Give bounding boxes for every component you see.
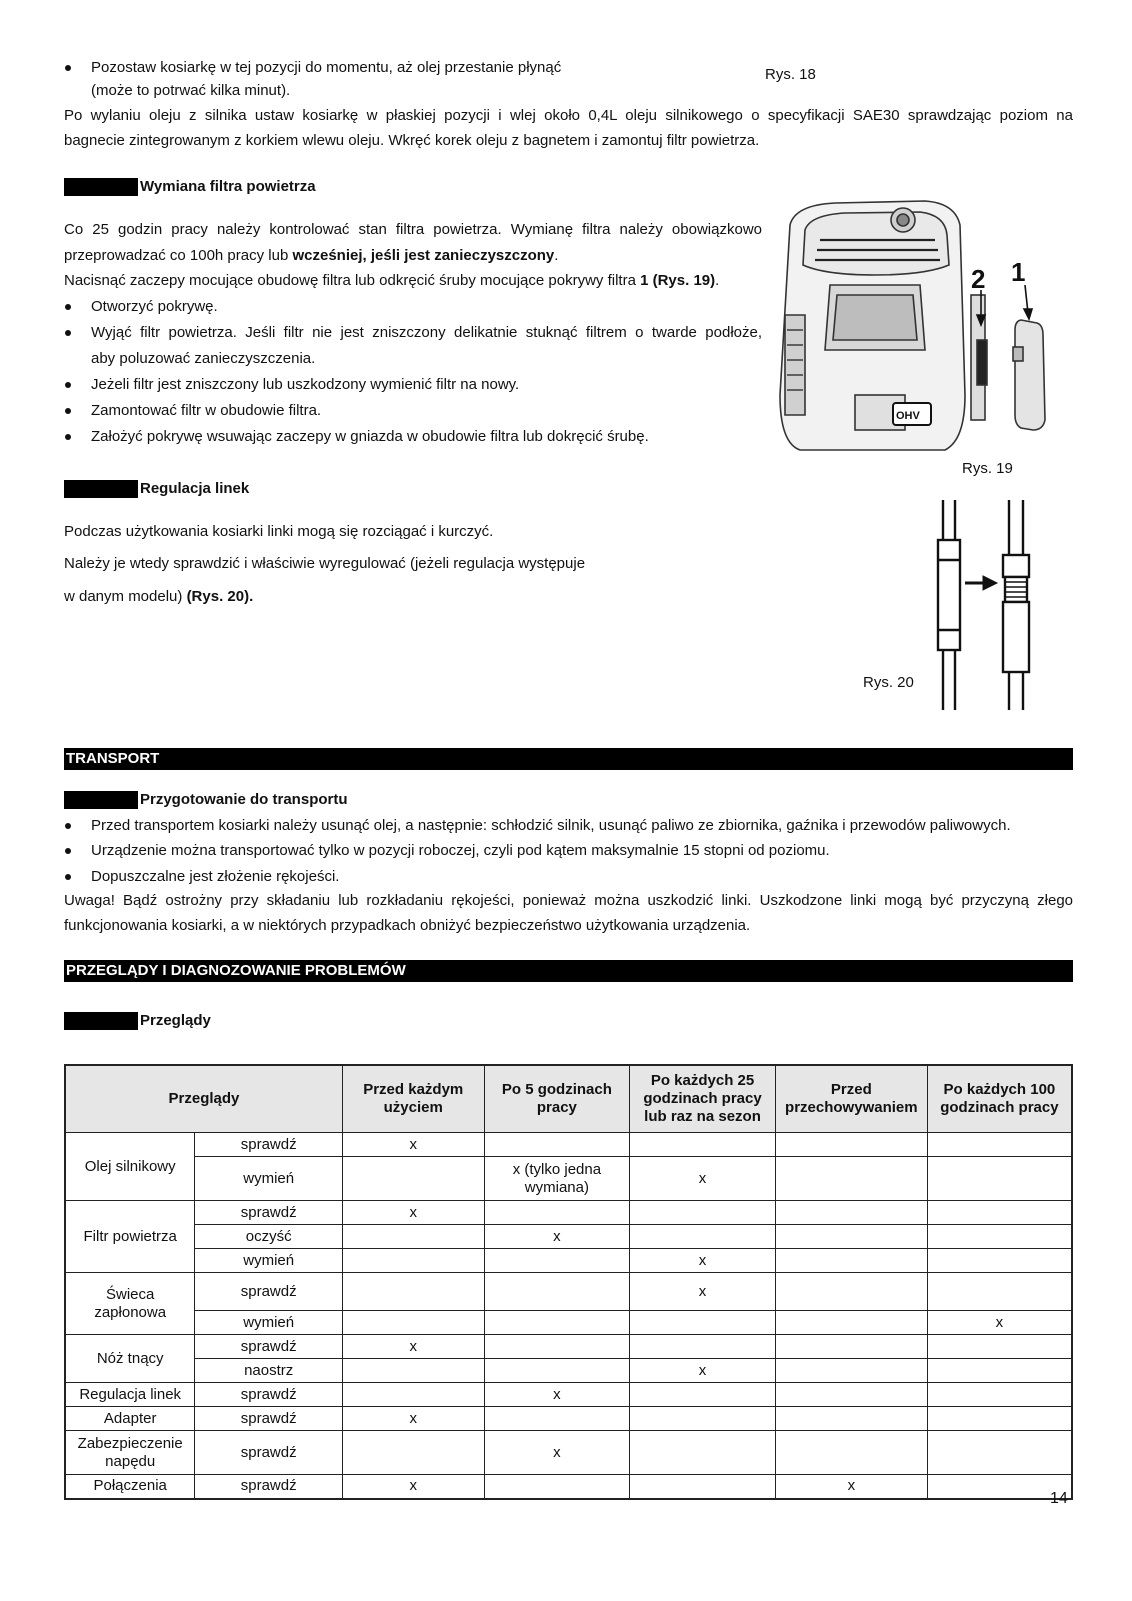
transport-heading: Przygotowanie do transportu: [140, 791, 348, 808]
air-filter-heading: Wymiana filtra powietrza: [140, 178, 316, 195]
table-cell: [775, 1157, 927, 1201]
table-cell: x: [484, 1225, 630, 1249]
bullet-dot: [64, 374, 74, 396]
table-cell: [484, 1407, 630, 1431]
table-row-group-label: Nóż tnący: [65, 1335, 195, 1383]
table-cell: [342, 1225, 484, 1249]
table-cell: [630, 1311, 776, 1335]
table-cell-action: sprawdź: [195, 1431, 343, 1475]
heading-bar: [64, 480, 138, 498]
intro-bullet-line2: (może to potrwać kilka minut).: [91, 82, 291, 99]
table-cell: [484, 1249, 630, 1273]
table-row-group-label: Połączenia: [65, 1475, 195, 1499]
table-cell: [775, 1273, 927, 1311]
table-cell: [927, 1335, 1072, 1359]
cables-line3-bold: (Rys. 20).: [186, 588, 254, 605]
table-cell: [484, 1133, 630, 1157]
table-cell: [775, 1407, 927, 1431]
table-cell: x: [630, 1157, 776, 1201]
table-row: [65, 1475, 1072, 1499]
table-cell: [775, 1225, 927, 1249]
table-cell-action: sprawdź: [195, 1475, 343, 1499]
table-cell: [342, 1383, 484, 1407]
table-row-group-label: Adapter: [65, 1407, 195, 1431]
table-row: [65, 1225, 1072, 1249]
table-cell: [630, 1383, 776, 1407]
table-cell: [775, 1249, 927, 1273]
table-cell-action: sprawdź: [195, 1273, 343, 1311]
table-cell: [630, 1335, 776, 1359]
table-cell: [484, 1201, 630, 1225]
table-cell-action: sprawdź: [195, 1133, 343, 1157]
table-cell-action: oczyść: [195, 1225, 343, 1249]
engine-illustration: [775, 195, 1075, 460]
air-filter-line2-bold: wcześniej, jeśli jest zanieczyszczony: [292, 247, 555, 264]
table-cell: [342, 1249, 484, 1273]
table-row-group-label: Regulacja linek: [65, 1383, 195, 1407]
table-row: [65, 1335, 1072, 1359]
table-row: [65, 1383, 1072, 1407]
table-cell: [484, 1359, 630, 1383]
table-cell: x: [342, 1407, 484, 1431]
table-row: [65, 1157, 1072, 1201]
table-row-group-label: Świeca zapłonowa: [65, 1273, 195, 1335]
cables-line2: Należy je wtedy sprawdzić i właściwie wyregulować (jeżeli regulacja występuje: [64, 555, 586, 572]
table-cell-action: sprawdź: [195, 1335, 343, 1359]
table-header: Przeglądy: [65, 1065, 342, 1133]
table-cell: [775, 1335, 927, 1359]
table-cell: [927, 1407, 1072, 1431]
table-cell: x: [927, 1311, 1072, 1335]
table-cell-action: sprawdź: [195, 1201, 343, 1225]
transport-note-line2: funkcjonowania kosiarki, a w niektórych przypadkach obniżyć bezpieczeństwo użytkowania urządzenia.: [64, 917, 751, 934]
table-cell: [927, 1133, 1072, 1157]
table-row: [65, 1133, 1072, 1157]
table-cell: x: [484, 1383, 630, 1407]
table-cell: [484, 1335, 630, 1359]
bullet-dot: [64, 400, 74, 422]
table-cell: [342, 1273, 484, 1311]
air-filter-line2: [64, 245, 558, 267]
air-filter-line2-end: .: [554, 247, 559, 264]
air-filter-bullet: Otworzyć pokrywę.: [91, 298, 218, 315]
table-row-group-label: Olej silnikowy: [65, 1133, 195, 1201]
table-row: [65, 1311, 1072, 1335]
bullet-dot: [64, 322, 74, 344]
table-cell: [630, 1225, 776, 1249]
table-cell: x: [342, 1201, 484, 1225]
table-cell: [630, 1407, 776, 1431]
intro-bullet-line1: Pozostaw kosiarkę w tej pozycji do momentu, aż olej przestanie płynąć: [91, 59, 562, 76]
page-number: 14: [1050, 1490, 1068, 1507]
air-filter-line3-end: .: [715, 272, 720, 289]
heading-bar: [64, 791, 138, 809]
bullet-dot: [64, 815, 74, 837]
table-cell: [342, 1431, 484, 1475]
table-cell: x: [630, 1249, 776, 1273]
bullet-dot: [64, 866, 74, 888]
heading-bar: [64, 1012, 138, 1030]
table-cell: [630, 1201, 776, 1225]
cables-heading: Regulacja linek: [140, 480, 250, 497]
table-header-row: [65, 1065, 1072, 1133]
table-cell: [775, 1431, 927, 1475]
table-cell-action: sprawdź: [195, 1407, 343, 1431]
air-filter-line3: [64, 270, 719, 292]
table-header: Po każdych 100 godzinach pracy: [927, 1065, 1072, 1133]
table-row-group-label: Zabezpieczenie napędu: [65, 1431, 195, 1475]
air-filter-line3-text: Nacisnąć zaczepy mocujące obudowę filtra lub odkręcić śruby mocujące pokrywy filtra: [64, 272, 641, 289]
air-filter-bullet: Jeżeli filtr jest zniszczony lub uszkodzony wymienić filtr na nowy.: [91, 376, 520, 393]
table-cell-action: naostrz: [195, 1359, 343, 1383]
table-row: [65, 1249, 1072, 1273]
inspections-section-bar: PRZEGLĄDY I DIAGNOZOWANIE PROBLEMÓW: [64, 960, 1073, 982]
table-cell: [484, 1475, 630, 1499]
fig19-label-2: 2: [971, 264, 986, 294]
table-row: [65, 1407, 1072, 1431]
table-header: Przed każdym użyciem: [342, 1065, 484, 1133]
table-cell: [342, 1311, 484, 1335]
table-cell: x: [342, 1335, 484, 1359]
cables-line1: Podczas użytkowania kosiarki linki mogą się rozciągać i kurczyć.: [64, 523, 494, 540]
fig19-caption: Rys. 19: [962, 460, 1013, 477]
air-filter-bullet: Zamontować filtr w obudowie filtra.: [91, 402, 322, 419]
table-cell: [775, 1383, 927, 1407]
table-row-group-label: Filtr powietrza: [65, 1201, 195, 1273]
engine-badge-text: OHV: [896, 410, 920, 422]
air-filter-bullet-cont: aby poluzować zanieczyszczenia.: [91, 350, 316, 367]
table-cell: [775, 1201, 927, 1225]
table-cell: [630, 1133, 776, 1157]
air-filter-bullet: Założyć pokrywę wsuwając zaczepy w gniazda w obudowie filtra lub dokręcić śrubę.: [91, 428, 649, 445]
bullet-dot: [64, 296, 74, 318]
transport-note-line1: Uwaga! Bądź ostrożny przy składaniu lub rozkładaniu rękojeści, ponieważ można uszkodzić linki. Uszkodzone linki mogą być przyczyną złego: [64, 892, 1073, 909]
table-cell: x: [775, 1475, 927, 1499]
table-header: Po 5 godzinach pracy: [484, 1065, 630, 1133]
transport-bullet: Przed transportem kosiarki należy usunąć olej, a następnie: schłodzić silnik, usunąć paliwo ze zbiornika, gaźnika i przewodów paliwowych.: [91, 817, 1011, 834]
table-cell: x: [630, 1359, 776, 1383]
table-cell: [927, 1359, 1072, 1383]
fig20-caption: Rys. 20: [863, 674, 914, 691]
table-cell: x: [342, 1475, 484, 1499]
table-header: Po każdych 25 godzinach pracy lub raz na sezon: [630, 1065, 776, 1133]
table-cell-action: wymień: [195, 1157, 343, 1201]
cables-line3: [64, 586, 253, 608]
table-row: [65, 1431, 1072, 1475]
table-cell: [775, 1359, 927, 1383]
table-cell: [927, 1201, 1072, 1225]
bullet-dot: [64, 840, 74, 862]
table-cell: [927, 1431, 1072, 1475]
bullet-dot: [64, 426, 74, 448]
fig19-label-1: 1: [1011, 257, 1026, 287]
table-row: [65, 1359, 1072, 1383]
transport-bullet: Urządzenie można transportować tylko w pozycji roboczej, czyli pod kątem maksymalnie 15 stopni od poziomu.: [91, 842, 830, 859]
table-cell: [775, 1133, 927, 1157]
table-cell: x: [484, 1431, 630, 1475]
table-cell: [484, 1273, 630, 1311]
bullet-dot: [64, 57, 74, 79]
table-cell: [927, 1157, 1072, 1201]
table-cell: [927, 1273, 1072, 1311]
cables-line3-text: w danym modelu): [64, 588, 187, 605]
table-cell-action: wymień: [195, 1311, 343, 1335]
table-cell: [342, 1157, 484, 1201]
fig18-caption: Rys. 18: [765, 66, 816, 83]
table-cell: [484, 1311, 630, 1335]
air-filter-line2-text: przeprowadzać co 100h pracy lub: [64, 247, 293, 264]
table-row: [65, 1201, 1072, 1225]
table-cell: [927, 1249, 1072, 1273]
table-cell: [630, 1475, 776, 1499]
table-cell: x (tylko jedna wymiana): [484, 1157, 630, 1201]
air-filter-line1: Co 25 godzin pracy należy kontrolować stan filtra powietrza. Wymianę filtra należy obowiązkowo: [64, 221, 762, 238]
table-cell: [927, 1383, 1072, 1407]
air-filter-line3-bold: 1 (Rys. 19): [640, 272, 716, 289]
table-cell: x: [342, 1133, 484, 1157]
table-cell-action: wymień: [195, 1249, 343, 1273]
table-row: [65, 1273, 1072, 1311]
table-cell: [630, 1431, 776, 1475]
table-cell: [775, 1311, 927, 1335]
inspections-heading: Przeglądy: [140, 1012, 211, 1029]
inspection-schedule-table: [64, 1064, 1073, 1500]
table-cell: [342, 1359, 484, 1383]
table-header: Przed przechowywaniem: [775, 1065, 927, 1133]
table-cell: [927, 1225, 1072, 1249]
table-cell: x: [630, 1273, 776, 1311]
heading-bar: [64, 178, 138, 196]
transport-section-bar: TRANSPORT: [64, 748, 1073, 770]
table-cell-action: sprawdź: [195, 1383, 343, 1407]
air-filter-bullet: Wyjąć filtr powietrza. Jeśli filtr nie jest zniszczony delikatnie stuknąć filtrem o twarde podłoże,: [91, 324, 762, 341]
intro-paragraph-line2: bagnecie zintegrowanym z korkiem wlewu oleju. Wkręć korek oleju z bagnetem i zamontuj filtr powietrza.: [64, 132, 760, 149]
cable-adjuster-illustration: [925, 500, 1055, 710]
transport-bullet: Dopuszczalne jest złożenie rękojeści.: [91, 868, 340, 885]
intro-paragraph-line1: Po wylaniu oleju z silnika ustaw kosiarkę w płaskiej pozycji i wlej około 0,4L oleju silnikowego o specyfikacji SAE30 sprawdzając poziom na: [64, 107, 1073, 124]
